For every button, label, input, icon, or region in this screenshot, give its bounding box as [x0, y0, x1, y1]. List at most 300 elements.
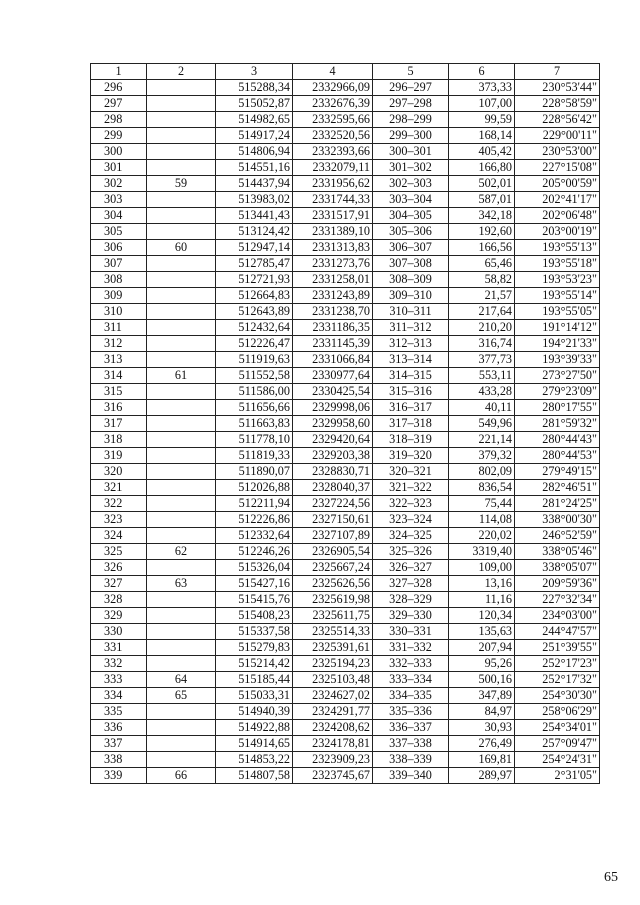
cell-point-number: 309: [91, 288, 147, 304]
cell-coordinate-y: 2331258,01: [293, 272, 373, 288]
cell-boundary-mark: [147, 288, 216, 304]
cell-coordinate-x: 514437,94: [216, 176, 293, 192]
cell-length: 135,63: [449, 624, 515, 640]
cell-length: 210,20: [449, 320, 515, 336]
cell-bearing: 193°55'14": [515, 288, 600, 304]
cell-coordinate-y: 2328040,37: [293, 480, 373, 496]
table-row: [91, 720, 600, 736]
cell-coordinate-y: 2331956,62: [293, 176, 373, 192]
cell-point-number: 298: [91, 112, 147, 128]
cell-segment: 308–309: [373, 272, 449, 288]
cell-length: 109,00: [449, 560, 515, 576]
table-row: [91, 688, 600, 704]
cell-bearing: 234°03'00": [515, 608, 600, 624]
cell-coordinate-x: 511919,63: [216, 352, 293, 368]
cell-boundary-mark: [147, 512, 216, 528]
cell-length: 114,08: [449, 512, 515, 528]
cell-coordinate-y: 2331517,91: [293, 208, 373, 224]
cell-point-number: 325: [91, 544, 147, 560]
cell-length: 95,26: [449, 656, 515, 672]
cell-point-number: 312: [91, 336, 147, 352]
cell-point-number: 329: [91, 608, 147, 624]
cell-coordinate-y: 2324291,77: [293, 704, 373, 720]
cell-segment: 333–334: [373, 672, 449, 688]
cell-coordinate-x: 515326,04: [216, 560, 293, 576]
cell-coordinate-x: 512226,86: [216, 512, 293, 528]
cell-boundary-mark: [147, 720, 216, 736]
cell-coordinate-y: 2332079,11: [293, 160, 373, 176]
cell-coordinate-x: 511663,83: [216, 416, 293, 432]
cell-point-number: 326: [91, 560, 147, 576]
cell-coordinate-y: 2325514,33: [293, 624, 373, 640]
cell-coordinate-y: 2331389,10: [293, 224, 373, 240]
cell-segment: 300–301: [373, 144, 449, 160]
table-row: [91, 560, 600, 576]
cell-length: 347,89: [449, 688, 515, 704]
cell-point-number: 314: [91, 368, 147, 384]
cell-coordinate-y: 2331145,39: [293, 336, 373, 352]
cell-bearing: 254°34'01": [515, 720, 600, 736]
table-row: [91, 224, 600, 240]
cell-segment: 296–297: [373, 80, 449, 96]
table-row: [91, 80, 600, 96]
cell-length: 58,82: [449, 272, 515, 288]
cell-point-number: 300: [91, 144, 147, 160]
cell-segment: 322–323: [373, 496, 449, 512]
cell-point-number: 302: [91, 176, 147, 192]
cell-point-number: 321: [91, 480, 147, 496]
cell-boundary-mark: [147, 304, 216, 320]
cell-point-number: 304: [91, 208, 147, 224]
table-row: [91, 320, 600, 336]
cell-coordinate-y: 2331066,84: [293, 352, 373, 368]
cell-boundary-mark: [147, 256, 216, 272]
cell-boundary-mark: [147, 352, 216, 368]
cell-coordinate-y: 2323909,23: [293, 752, 373, 768]
cell-length: 40,11: [449, 400, 515, 416]
cell-point-number: 297: [91, 96, 147, 112]
column-header-2: 2: [147, 64, 216, 80]
cell-length: 379,32: [449, 448, 515, 464]
cell-boundary-mark: 63: [147, 576, 216, 592]
cell-length: 192,60: [449, 224, 515, 240]
cell-coordinate-x: 512211,94: [216, 496, 293, 512]
cell-coordinate-x: 512947,14: [216, 240, 293, 256]
cell-segment: 330–331: [373, 624, 449, 640]
column-header-3: 3: [216, 64, 293, 80]
cell-segment: 297–298: [373, 96, 449, 112]
cell-segment: 301–302: [373, 160, 449, 176]
cell-boundary-mark: 64: [147, 672, 216, 688]
cell-point-number: 315: [91, 384, 147, 400]
cell-bearing: 280°17'55": [515, 400, 600, 416]
column-header-6: 6: [449, 64, 515, 80]
cell-point-number: 296: [91, 80, 147, 96]
cell-coordinate-x: 513441,43: [216, 208, 293, 224]
cell-bearing: 194°21'33": [515, 336, 600, 352]
cell-coordinate-y: 2327150,61: [293, 512, 373, 528]
cell-coordinate-x: 515408,23: [216, 608, 293, 624]
table-row: [91, 608, 600, 624]
cell-coordinate-x: 513983,02: [216, 192, 293, 208]
cell-boundary-mark: [147, 400, 216, 416]
cell-coordinate-x: 511778,10: [216, 432, 293, 448]
cell-coordinate-x: 511586,00: [216, 384, 293, 400]
cell-segment: 314–315: [373, 368, 449, 384]
cell-point-number: 330: [91, 624, 147, 640]
cell-segment: 318–319: [373, 432, 449, 448]
table-row: [91, 736, 600, 752]
cell-coordinate-y: 2325391,61: [293, 640, 373, 656]
cell-point-number: 328: [91, 592, 147, 608]
cell-coordinate-x: 515427,16: [216, 576, 293, 592]
table-row: [91, 544, 600, 560]
cell-length: 99,59: [449, 112, 515, 128]
cell-bearing: 230°53'44": [515, 80, 600, 96]
table-row: [91, 672, 600, 688]
cell-coordinate-x: 512332,64: [216, 528, 293, 544]
cell-boundary-mark: 59: [147, 176, 216, 192]
table-row: [91, 592, 600, 608]
cell-bearing: 193°55'05": [515, 304, 600, 320]
cell-bearing: 273°27'50": [515, 368, 600, 384]
cell-length: 373,33: [449, 80, 515, 96]
cell-segment: 336–337: [373, 720, 449, 736]
table-row: [91, 272, 600, 288]
cell-coordinate-x: 515214,42: [216, 656, 293, 672]
cell-coordinate-y: 2325194,23: [293, 656, 373, 672]
cell-boundary-mark: [147, 192, 216, 208]
cell-segment: 302–303: [373, 176, 449, 192]
cell-segment: 334–335: [373, 688, 449, 704]
cell-point-number: 324: [91, 528, 147, 544]
cell-length: 207,94: [449, 640, 515, 656]
cell-coordinate-x: 511819,33: [216, 448, 293, 464]
column-header-5: 5: [373, 64, 449, 80]
cell-point-number: 322: [91, 496, 147, 512]
cell-segment: 310–311: [373, 304, 449, 320]
table-row: [91, 240, 600, 256]
cell-coordinate-y: 2332393,66: [293, 144, 373, 160]
column-header-1: 1: [91, 64, 147, 80]
cell-boundary-mark: [147, 272, 216, 288]
cell-coordinate-y: 2324627,02: [293, 688, 373, 704]
table-row: [91, 528, 600, 544]
cell-boundary-mark: [147, 656, 216, 672]
cell-length: 405,42: [449, 144, 515, 160]
cell-length: 3319,40: [449, 544, 515, 560]
cell-point-number: 339: [91, 768, 147, 784]
cell-coordinate-y: 2327107,89: [293, 528, 373, 544]
cell-point-number: 323: [91, 512, 147, 528]
table-row: [91, 112, 600, 128]
cell-bearing: 203°00'19": [515, 224, 600, 240]
cell-segment: 307–308: [373, 256, 449, 272]
cell-boundary-mark: [147, 560, 216, 576]
cell-coordinate-x: 511656,66: [216, 400, 293, 416]
cell-bearing: 246°52'59": [515, 528, 600, 544]
cell-bearing: 193°55'18": [515, 256, 600, 272]
cell-segment: 299–300: [373, 128, 449, 144]
cell-coordinate-x: 514917,24: [216, 128, 293, 144]
cell-coordinate-x: 512246,26: [216, 544, 293, 560]
cell-point-number: 337: [91, 736, 147, 752]
cell-bearing: 230°53'00": [515, 144, 600, 160]
cell-bearing: 228°56'42": [515, 112, 600, 128]
table-row: [91, 464, 600, 480]
cell-boundary-mark: [147, 112, 216, 128]
cell-boundary-mark: [147, 528, 216, 544]
cell-bearing: 227°32'34": [515, 592, 600, 608]
cell-length: 169,81: [449, 752, 515, 768]
column-header-7: 7: [515, 64, 600, 80]
cell-coordinate-x: 512432,64: [216, 320, 293, 336]
cell-bearing: 280°44'53": [515, 448, 600, 464]
cell-length: 217,64: [449, 304, 515, 320]
table-row: [91, 496, 600, 512]
cell-coordinate-x: 512643,89: [216, 304, 293, 320]
cell-coordinate-x: 515415,76: [216, 592, 293, 608]
cell-boundary-mark: [147, 128, 216, 144]
cell-segment: 327–328: [373, 576, 449, 592]
cell-boundary-mark: 61: [147, 368, 216, 384]
table-row: [91, 144, 600, 160]
cell-boundary-mark: [147, 624, 216, 640]
cell-boundary-mark: [147, 480, 216, 496]
cell-length: 316,74: [449, 336, 515, 352]
cell-boundary-mark: [147, 80, 216, 96]
cell-boundary-mark: [147, 704, 216, 720]
cell-length: 11,16: [449, 592, 515, 608]
cell-coordinate-x: 514853,22: [216, 752, 293, 768]
table-row: [91, 640, 600, 656]
cell-coordinate-y: 2331243,89: [293, 288, 373, 304]
table-row: [91, 432, 600, 448]
cell-coordinate-y: 2324178,81: [293, 736, 373, 752]
cell-boundary-mark: [147, 96, 216, 112]
table-row: [91, 416, 600, 432]
cell-coordinate-x: 514551,16: [216, 160, 293, 176]
cell-point-number: 301: [91, 160, 147, 176]
cell-boundary-mark: 66: [147, 768, 216, 784]
cell-bearing: 251°39'55": [515, 640, 600, 656]
cell-coordinate-y: 2329420,64: [293, 432, 373, 448]
cell-bearing: 193°53'23": [515, 272, 600, 288]
cell-bearing: 280°44'43": [515, 432, 600, 448]
table-row: [91, 400, 600, 416]
cell-bearing: 229°00'11": [515, 128, 600, 144]
cell-boundary-mark: [147, 448, 216, 464]
table-row: [91, 336, 600, 352]
cell-length: 433,28: [449, 384, 515, 400]
cell-segment: 321–322: [373, 480, 449, 496]
table-row: [91, 480, 600, 496]
cell-coordinate-x: 512664,83: [216, 288, 293, 304]
cell-bearing: 282°46'51": [515, 480, 600, 496]
cell-length: 166,56: [449, 240, 515, 256]
cell-length: 65,46: [449, 256, 515, 272]
cell-boundary-mark: [147, 320, 216, 336]
cell-coordinate-y: 2330425,54: [293, 384, 373, 400]
cell-segment: 338–339: [373, 752, 449, 768]
cell-segment: 303–304: [373, 192, 449, 208]
table-header: [91, 64, 600, 80]
cell-coordinate-y: 2325626,56: [293, 576, 373, 592]
cell-bearing: 209°59'36": [515, 576, 600, 592]
cell-point-number: 332: [91, 656, 147, 672]
cell-segment: 317–318: [373, 416, 449, 432]
cell-length: 120,34: [449, 608, 515, 624]
cell-segment: 306–307: [373, 240, 449, 256]
table-row: [91, 384, 600, 400]
cell-point-number: 335: [91, 704, 147, 720]
table-row: [91, 128, 600, 144]
cell-coordinate-x: 514914,65: [216, 736, 293, 752]
table-row: [91, 96, 600, 112]
table-row: [91, 624, 600, 640]
cell-coordinate-x: 512026,88: [216, 480, 293, 496]
cell-length: 836,54: [449, 480, 515, 496]
cell-coordinate-y: 2331313,83: [293, 240, 373, 256]
cell-point-number: 305: [91, 224, 147, 240]
cell-length: 221,14: [449, 432, 515, 448]
cell-bearing: 202°41'17": [515, 192, 600, 208]
cell-length: 107,00: [449, 96, 515, 112]
table-row: [91, 192, 600, 208]
cell-segment: 325–326: [373, 544, 449, 560]
cell-coordinate-x: 515288,34: [216, 80, 293, 96]
cell-boundary-mark: [147, 640, 216, 656]
cell-coordinate-y: 2331273,76: [293, 256, 373, 272]
cell-bearing: 202°06'48": [515, 208, 600, 224]
cell-length: 549,96: [449, 416, 515, 432]
coordinates-table: [90, 63, 600, 784]
cell-bearing: 338°05'46": [515, 544, 600, 560]
cell-coordinate-y: 2325619,98: [293, 592, 373, 608]
cell-segment: 316–317: [373, 400, 449, 416]
table-row: [91, 176, 600, 192]
cell-point-number: 334: [91, 688, 147, 704]
cell-coordinate-y: 2326905,54: [293, 544, 373, 560]
table-row: [91, 208, 600, 224]
cell-coordinate-x: 511552,58: [216, 368, 293, 384]
cell-segment: 339–340: [373, 768, 449, 784]
cell-point-number: 310: [91, 304, 147, 320]
table-row: [91, 752, 600, 768]
table-row: [91, 160, 600, 176]
table-body: [91, 80, 600, 784]
cell-bearing: 205°00'59": [515, 176, 600, 192]
cell-length: 13,16: [449, 576, 515, 592]
cell-coordinate-y: 2325611,75: [293, 608, 373, 624]
cell-point-number: 318: [91, 432, 147, 448]
cell-point-number: 327: [91, 576, 147, 592]
cell-point-number: 308: [91, 272, 147, 288]
cell-point-number: 303: [91, 192, 147, 208]
cell-point-number: 319: [91, 448, 147, 464]
cell-point-number: 331: [91, 640, 147, 656]
table-row: [91, 512, 600, 528]
cell-length: 30,93: [449, 720, 515, 736]
cell-point-number: 307: [91, 256, 147, 272]
cell-coordinate-x: 512785,47: [216, 256, 293, 272]
cell-length: 342,18: [449, 208, 515, 224]
cell-coordinate-y: 2323745,67: [293, 768, 373, 784]
cell-length: 500,16: [449, 672, 515, 688]
cell-length: 289,97: [449, 768, 515, 784]
cell-segment: 311–312: [373, 320, 449, 336]
cell-segment: 335–336: [373, 704, 449, 720]
cell-coordinate-x: 515337,58: [216, 624, 293, 640]
cell-bearing: 227°15'08": [515, 160, 600, 176]
cell-coordinate-y: 2324208,62: [293, 720, 373, 736]
cell-segment: 331–332: [373, 640, 449, 656]
cell-point-number: 317: [91, 416, 147, 432]
cell-boundary-mark: [147, 736, 216, 752]
cell-bearing: 252°17'23": [515, 656, 600, 672]
cell-length: 553,11: [449, 368, 515, 384]
cell-bearing: 252°17'32": [515, 672, 600, 688]
cell-coordinate-x: 514806,94: [216, 144, 293, 160]
table-row: [91, 656, 600, 672]
cell-segment: 305–306: [373, 224, 449, 240]
cell-coordinate-x: 514982,65: [216, 112, 293, 128]
cell-coordinate-y: 2327224,56: [293, 496, 373, 512]
cell-bearing: 281°24'25": [515, 496, 600, 512]
cell-boundary-mark: [147, 336, 216, 352]
cell-length: 168,14: [449, 128, 515, 144]
cell-length: 276,49: [449, 736, 515, 752]
cell-segment: 332–333: [373, 656, 449, 672]
cell-bearing: 257°09'47": [515, 736, 600, 752]
cell-segment: 319–320: [373, 448, 449, 464]
cell-coordinate-y: 2332595,66: [293, 112, 373, 128]
cell-point-number: 311: [91, 320, 147, 336]
cell-bearing: 191°14'12": [515, 320, 600, 336]
cell-boundary-mark: [147, 496, 216, 512]
cell-segment: 328–329: [373, 592, 449, 608]
cell-segment: 309–310: [373, 288, 449, 304]
cell-boundary-mark: [147, 144, 216, 160]
cell-coordinate-x: 515033,31: [216, 688, 293, 704]
cell-coordinate-x: 515052,87: [216, 96, 293, 112]
cell-point-number: 306: [91, 240, 147, 256]
cell-length: 587,01: [449, 192, 515, 208]
cell-length: 166,80: [449, 160, 515, 176]
table-row: [91, 448, 600, 464]
table-row: [91, 352, 600, 368]
column-header-4: 4: [293, 64, 373, 80]
cell-segment: 304–305: [373, 208, 449, 224]
cell-bearing: 193°55'13": [515, 240, 600, 256]
cell-bearing: 279°49'15": [515, 464, 600, 480]
cell-coordinate-y: 2325667,24: [293, 560, 373, 576]
cell-coordinate-x: 514940,39: [216, 704, 293, 720]
cell-coordinate-x: 513124,42: [216, 224, 293, 240]
cell-length: 84,97: [449, 704, 515, 720]
page-number: 65: [604, 870, 618, 885]
cell-bearing: 2°31'05": [515, 768, 600, 784]
cell-point-number: 336: [91, 720, 147, 736]
cell-coordinate-y: 2328830,71: [293, 464, 373, 480]
cell-bearing: 258°06'29": [515, 704, 600, 720]
table-row: [91, 288, 600, 304]
cell-segment: 337–338: [373, 736, 449, 752]
cell-boundary-mark: 60: [147, 240, 216, 256]
cell-boundary-mark: [147, 208, 216, 224]
cell-coordinate-x: 511890,07: [216, 464, 293, 480]
cell-coordinate-y: 2332676,39: [293, 96, 373, 112]
